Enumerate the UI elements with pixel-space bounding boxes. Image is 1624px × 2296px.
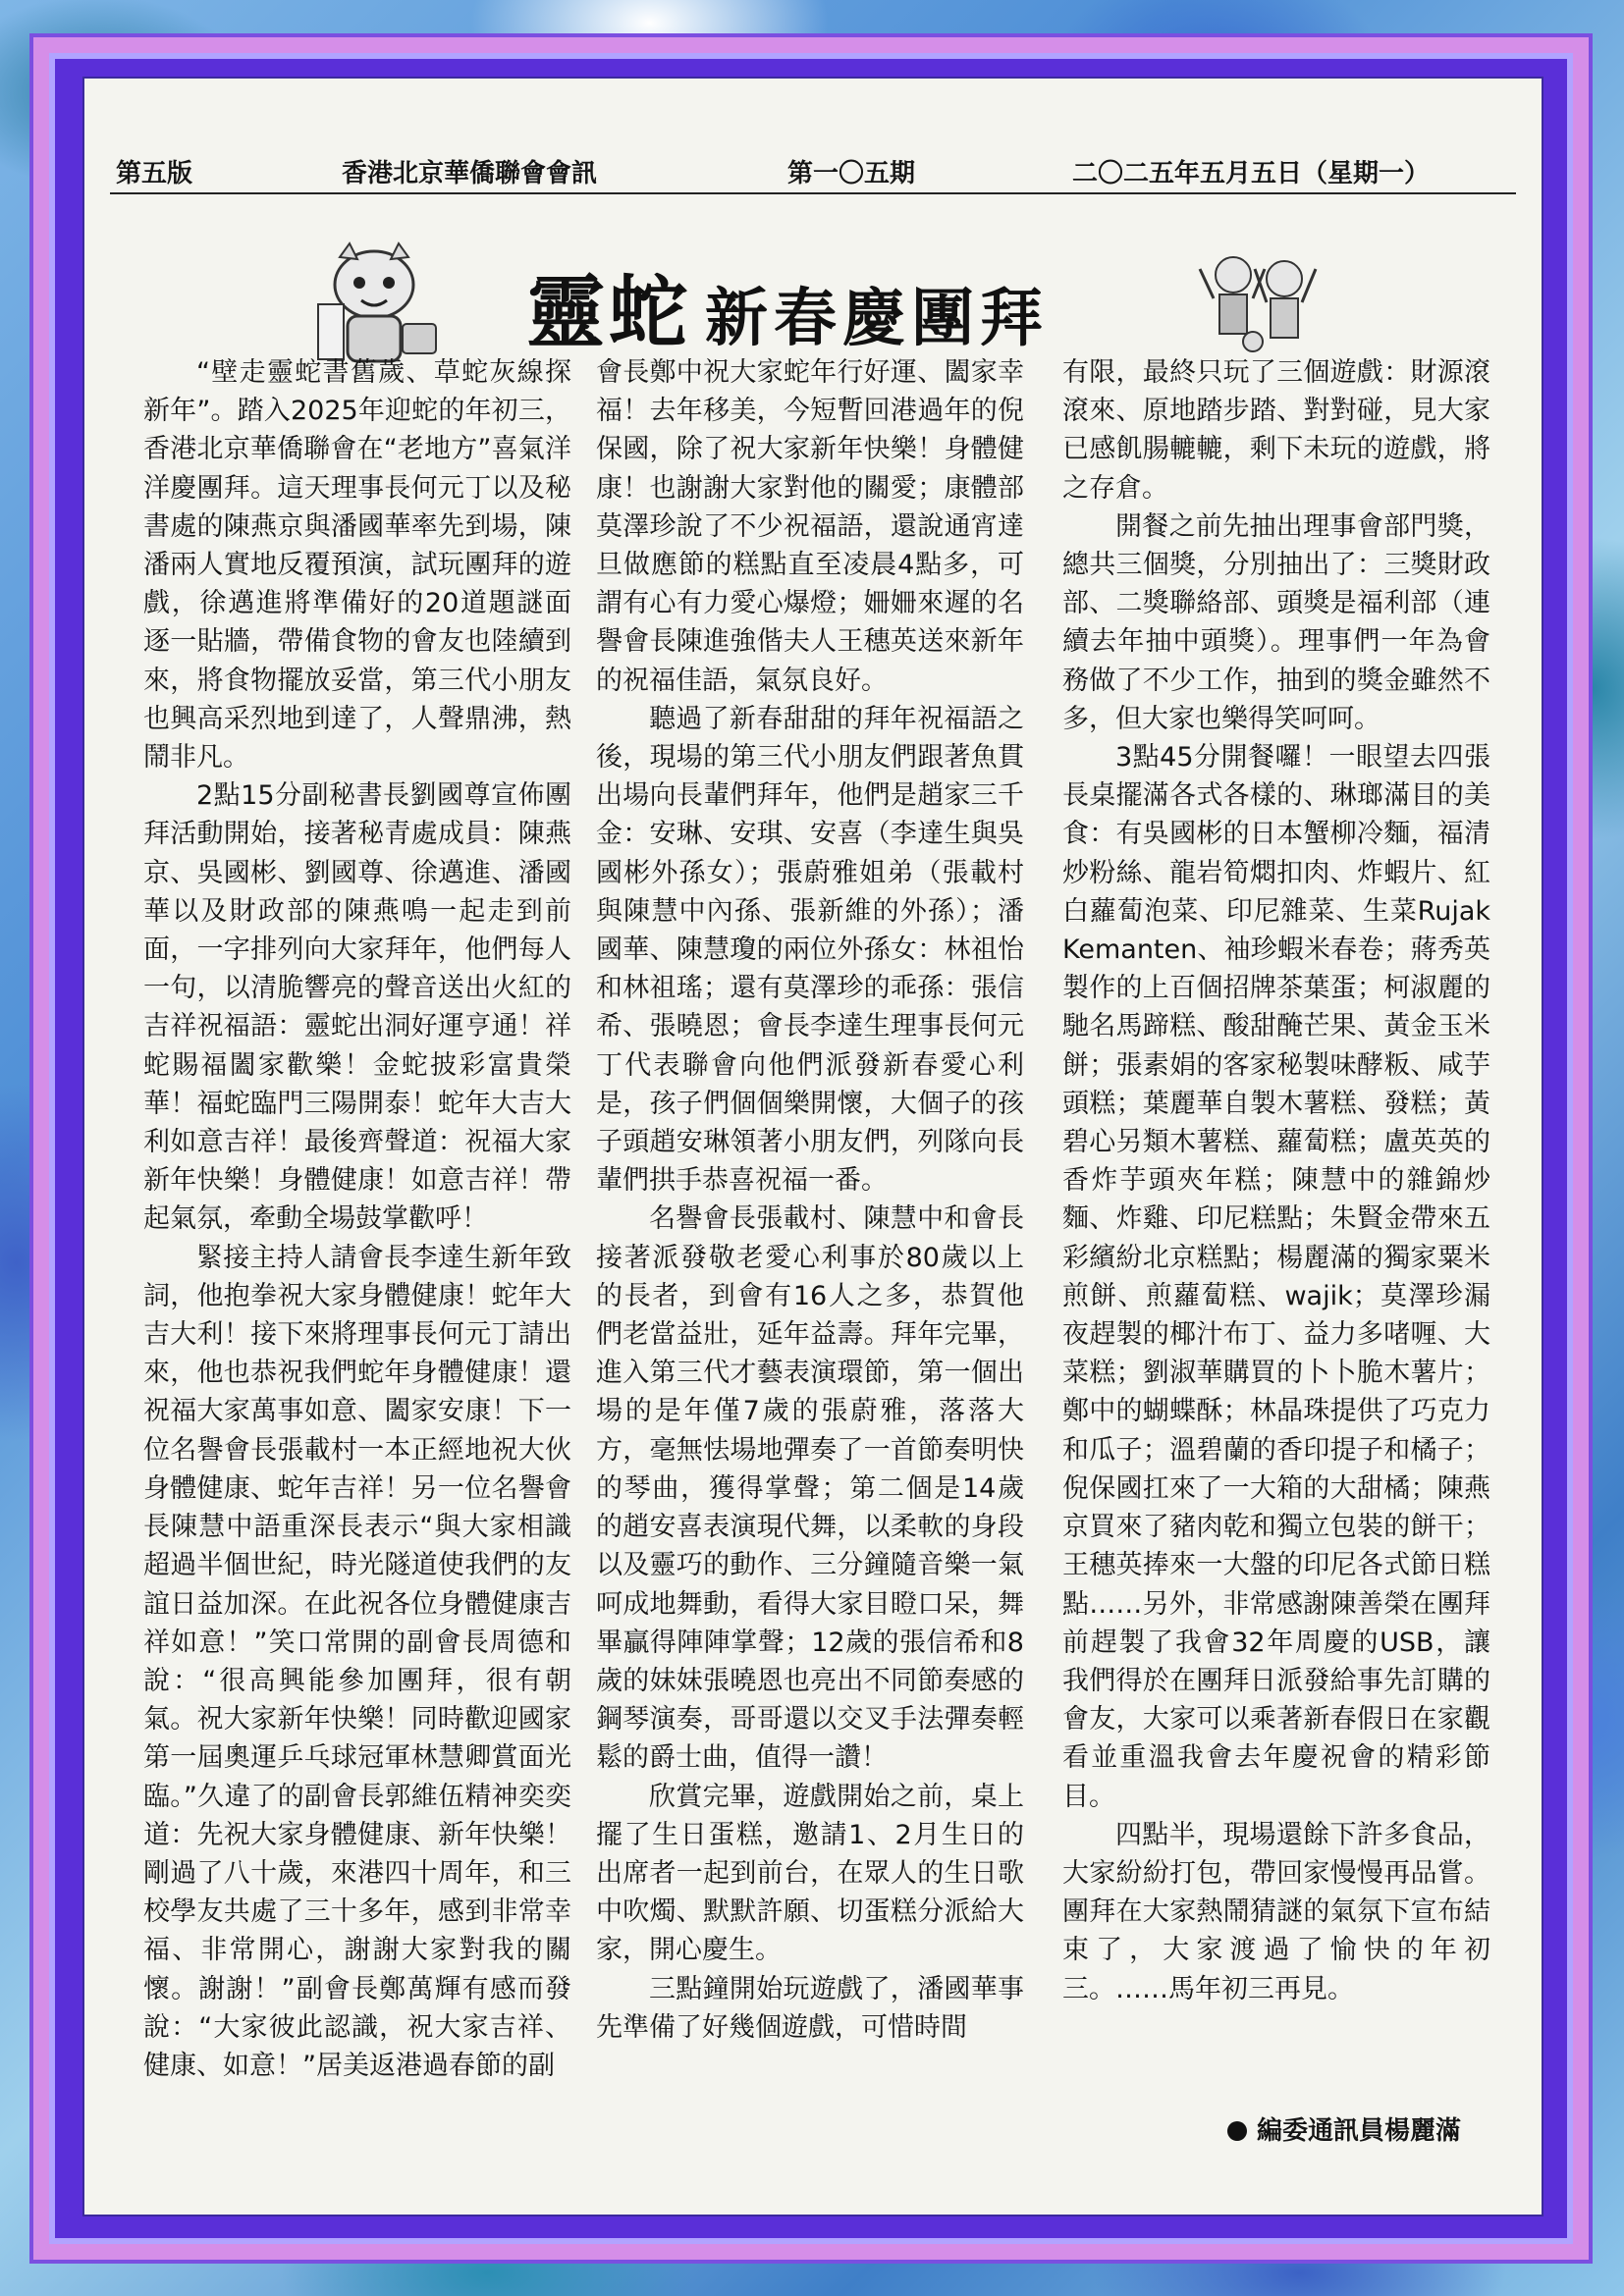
paragraph: 四點半，現場還餘下許多食品，大家紛紛打包，帶回家慢慢再品嘗。團拜在大家熱鬧猜謎的氣氛下宣布結束了，大家渡過了愉快的年初三。……馬年初三再見。 bbox=[1062, 1819, 1490, 2004]
issue-number: 第一〇五期 bbox=[787, 159, 916, 188]
title-part-2: 新春慶團拜 bbox=[705, 282, 1049, 355]
author-byline bbox=[1227, 2110, 1461, 2147]
children-celebrating-illustration bbox=[1194, 240, 1322, 367]
paragraph: 會長鄭中祝大家蛇年行好運、闔家幸福！去年移美，今短暫回港過年的倪保國，除了祝大家新年快樂！身體健康！也謝謝大家對他的關愛；康體部莫澤珍說了不少祝福語，還說通宵達旦做應節的糕點直至凌晨4點多，可謂有心有力愛心爆燈；姍姍來遲的名譽會長陳進強偕夫人王穗英送來新年的祝福佳語，氣氛良好。 bbox=[596, 357, 1024, 696]
paragraph: 名譽會長張載村、陳慧中和會長接著派發敬老愛心利事於80歲以上的長者，到會有16人之多，恭賀他們老當益壯，延年益壽。拜年完畢，進入第三代才藝表演環節，第一個出場的是年僅7歲的張蔚雅，落落大方，毫無怯場地彈奏了一首節奏明快的琴曲，獲得掌聲；第二個是14歲的趙安喜表演現代舞，以柔軟的身段以及靈巧的動作、三分鐘隨音樂一氣呵成地舞動，看得大家目瞪口呆，舞畢贏得陣陣掌聲；12歲的張信希和8歲的妹妹張曉恩也亮出不同節奏感的鋼琴演奏，哥哥還以交叉手法彈奏輕鬆的爵士曲，值得一讚！ bbox=[596, 1203, 1024, 1774]
byline-text: 編委通訊員楊麗滿 bbox=[1256, 2116, 1461, 2146]
issue-date: 二〇二五年五月五日（星期一） bbox=[1072, 159, 1431, 188]
masthead bbox=[110, 149, 1516, 194]
article-column-3 bbox=[1062, 353, 1490, 2179]
paragraph: 2點15分副秘書長劉國尊宣佈團拜活動開始，接著秘青處成員：陳燕京、吳國彬、劉國尊、徐邁進、潘國華以及財政部的陳燕鳴一起走到前面，一字排列向大家拜年，他們每人一句，以清脆響亮的聲音送出火紅的吉祥祝福語：靈蛇出洞好運亨通！祥蛇賜福闔家歡樂！金蛇披彩富貴榮華！福蛇臨門三陽開泰！蛇年大吉大利如意吉祥！最後齊聲道：祝福大家新年快樂！身體健康！如意吉祥！帶起氣氛，牽動全場鼓掌歡呼！ bbox=[143, 780, 571, 1235]
article-title bbox=[526, 249, 1049, 362]
article-column-1 bbox=[143, 353, 571, 2179]
tiger-mascot-illustration bbox=[300, 226, 448, 373]
bullet-icon bbox=[1227, 2121, 1247, 2141]
paragraph: 開餐之前先抽出理事會部門獎，總共三個獎，分別抽出了：三獎財政部、二獎聯絡部、頭獎是福利部（連續去年抽中頭獎）。理事們一年為會務做了不少工作，抽到的獎金雖然不多，但大家也樂得笑呵呵。 bbox=[1062, 510, 1490, 734]
paragraph: “壁走靈蛇書舊歲、草蛇灰線探新年”。踏入2025年迎蛇的年初三，香港北京華僑聯會在“老地方”喜氣洋洋慶團拜。這天理事長何元丁以及秘書處的陳燕京與潘國華率先到場，陳潘兩人實地反覆預演，試玩團拜的遊戲，徐邁進將準備好的20道題謎面逐一貼牆，帶備食物的會友也陸續到來，將食物擺放妥當，第三代小朋友也興高采烈地到達了，人聲鼎沸，熱鬧非凡。 bbox=[143, 357, 571, 774]
article-column-2 bbox=[596, 353, 1024, 2179]
publication-name: 香港北京華僑聯會會訊 bbox=[342, 159, 598, 188]
paragraph: 3點45分開餐囉！一眼望去四張長桌擺滿各式各樣的、琳瑯滿目的美食：有吳國彬的日本蟹柳冷麵，福清炒粉絲、龍岩筍燜扣肉、炸蝦片、紅白蘿蔔泡菜、印尼雜菜、生菜Rujak Kemanten、袖珍蝦米春卷；蔣秀英製作的上百個招牌茶葉蛋；柯淑麗的馳名馬蹄糕、酸甜醃芒果、黃金玉米餅；張素娟的客家秘製味酵粄、咸芋頭糕；葉麗華自製木薯糕、發糕；黃碧心另類木薯糕、蘿蔔糕；盧英英的香炸芋頭夾年糕；陳慧中的雜錦炒麵、炸雞、印尼糕點；朱賢金帶來五彩繽紛北京糕點；楊麗滿的獨家粟米煎餅、煎蘿蔔糕、wajik；莫澤珍漏夜趕製的椰汁布丁、益力多啫喱、大菜糕；劉淑華購買的卜卜脆木薯片；鄭中的蝴蝶酥；林晶珠提供了巧克力和瓜子；溫碧蘭的香印提子和橘子；倪保國扛來了一大箱的大甜橘；陳燕京買來了豬肉乾和獨立包裝的餅干；王穗英捧來一大盤的印尼各式節日糕點……另外，非常感謝陳善榮在團拜前趕製了我會32年周慶的USB，讓我們得於在團拜日派發給事先訂購的會友，大家可以乘著新春假日在家觀看並重溫我會去年慶祝會的精彩節目。 bbox=[1062, 742, 1490, 1812]
title-part-1: 靈蛇 bbox=[526, 266, 691, 358]
paragraph: 三點鐘開始玩遊戲了，潘國華事先準備了好幾個遊戲，可惜時間 bbox=[596, 1973, 1024, 2043]
paragraph: 有限，最終只玩了三個遊戲：財源滾滾來、原地踏步踏、對對碰，見大家已感飢腸轆轆，剩下未玩的遊戲，將之存倉。 bbox=[1062, 357, 1490, 504]
paragraph: 欣賞完畢，遊戲開始之前，桌上擺了生日蛋糕，邀請1、2月生日的出席者一起到前台，在眾人的生日歌中吹燭、默默許願、切蛋糕分派給大家，開心慶生。 bbox=[596, 1781, 1024, 1966]
newsletter-page bbox=[84, 79, 1542, 2215]
paragraph: 聽過了新春甜甜的拜年祝福語之後，現場的第三代小朋友們跟著魚貫出場向長輩們拜年，他們是趙家三千金：安琳、安琪、安喜（李達生與吳國彬外孫女）；張蔚雅姐弟（張載村與陳慧中內孫、張新維的外孫）；潘國華、陳慧瓊的兩位外孫女：林祖怡和林祖瑤；還有莫澤珍的乖孫：張信希、張曉恩；會長李達生理事長何元丁代表聯會向他們派發新春愛心利是，孩子們個個樂開懷，大個子的孩子頭趙安琳領著小朋友們，列隊向長輩們拱手恭喜祝福一番。 bbox=[596, 703, 1024, 1197]
edition-label: 第五版 bbox=[116, 159, 193, 188]
paragraph: 緊接主持人請會長李達生新年致詞，他抱拳祝大家身體健康！蛇年大吉大利！接下來將理事長何元丁請出來，他也恭祝我們蛇年身體健康！還祝福大家萬事如意、闔家安康！下一位名譽會長張載村一本正經地祝大伙身體健康、蛇年吉祥！另一位名譽會長陳慧中語重深長表示“與大家相識超過半個世紀，時光隧道使我們的友誼日益加深。在此祝各位身體健康吉祥如意！”笑口常開的副會長周德和說：“很高興能參加團拜，很有朝氣。祝大家新年快樂！同時歡迎國家第一屆奧運乒乓球冠軍林慧卿賞面光臨。”久違了的副會長郭維伍精神奕奕道：先祝大家身體健康、新年快樂！剛過了八十歲，來港四十周年，和三校學友共處了三十多年，感到非常幸福、非常開心，謝謝大家對我的關懷。謝謝！”副會長鄭萬輝有感而發說：“大家彼此認識，祝大家吉祥、健康、如意！”居美返港過春節的副 bbox=[143, 1242, 571, 2081]
